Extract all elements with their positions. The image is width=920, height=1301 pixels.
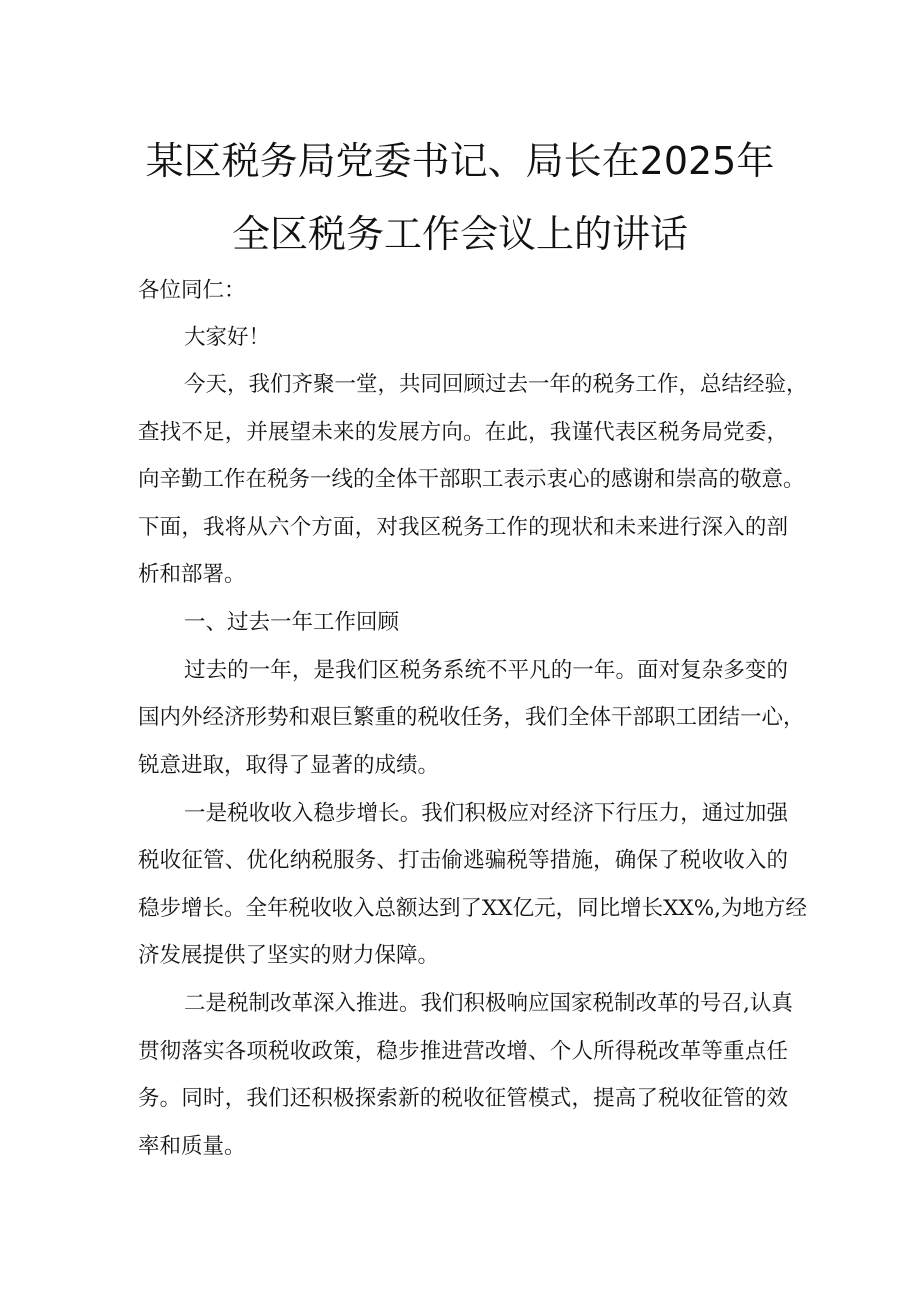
paragraph-line: 一是税收收入稳步增长。我们积极应对经济下行压力，通过加强 — [184, 801, 788, 826]
section-heading: 一、过去一年工作回顾 — [184, 610, 400, 635]
paragraph-line: 济发展提供了坚实的财力保障。 — [138, 943, 440, 968]
paragraph-line: 税收征管、优化纳税服务、打击偷逃骗税等措施，确保了税收收入的 — [138, 848, 788, 873]
paragraph-line: 率和质量。 — [138, 1134, 246, 1159]
paragraph-line: 国内外经济形势和艰巨繁重的税收任务，我们全体干部职工团结一心， — [138, 705, 805, 730]
paragraph-line: 贯彻落实各项税收政策，稳步推进营改增、个人所得税改革等重点任 — [138, 1039, 788, 1064]
paragraph-line: 务。同时，我们还积极探索新的税收征管模式，提高了税收征管的效 — [138, 1086, 788, 1111]
document-title-line-2: 全区税务工作会议上的讲话 — [231, 212, 688, 256]
salutation: 各位同仁： — [138, 278, 246, 303]
document-title-line-1: 某区税务局党委书记、局长在2025年 — [145, 139, 775, 183]
paragraph-line: 锐意进取，取得了显著的成绩。 — [138, 753, 440, 778]
paragraph-line: 稳步增长。全年税收收入总额达到了XX亿元，同比增长XX%,为地方经 — [138, 896, 807, 921]
greeting: 大家好！ — [184, 325, 271, 350]
paragraph-line: 二是税制改革深入推进。我们积极响应国家税制改革的号召,认真 — [184, 991, 793, 1016]
paragraph-line: 析和部署。 — [138, 562, 246, 587]
paragraph-line: 过去的一年，是我们区税务系统不平凡的一年。面对复杂多变的 — [184, 658, 788, 683]
paragraph-line: 今天，我们齐聚一堂，共同回顾过去一年的税务工作，总结经验， — [184, 372, 808, 397]
paragraph-line: 查找不足，并展望未来的发展方向。在此，我谨代表区税务局党委， — [138, 420, 788, 445]
paragraph-line: 向辛勤工作在税务一线的全体干部职工表示衷心的感谢和崇高的敬意。 — [138, 467, 805, 492]
paragraph-line: 下面，我将从六个方面，对我区税务工作的现状和未来进行深入的剖 — [138, 515, 788, 540]
